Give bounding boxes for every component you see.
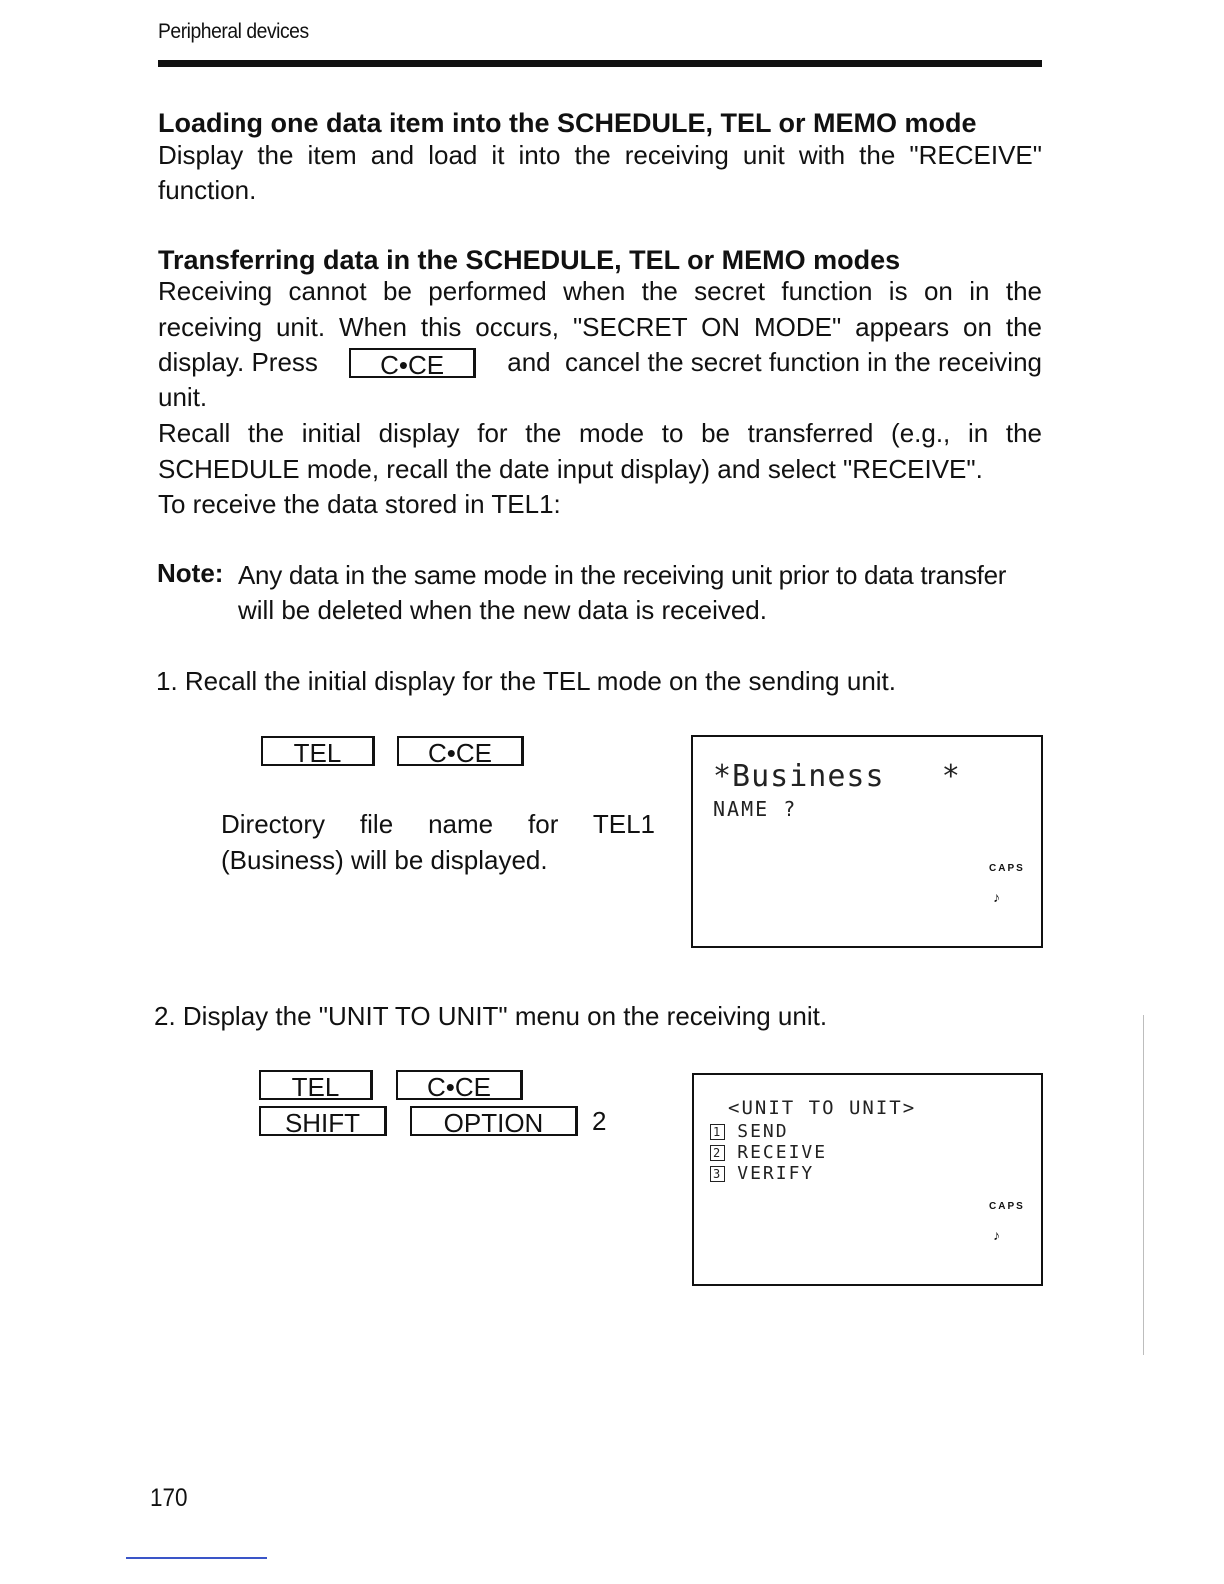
section1-line1: Display the item and load it into the receiving unit with the "RECEIVE" (158, 140, 1042, 170)
section2-line1: Receiving cannot be performed when the secret function is on in the (158, 276, 1042, 306)
caps-indicator: CAPS (989, 1201, 1025, 1212)
step2-text: 2. Display the "UNIT TO UNIT" menu on the receiving unit. (154, 1001, 828, 1031)
tel-key: TEL (261, 736, 375, 766)
scan-margin-line (1143, 1015, 1144, 1355)
tel-key: TEL (259, 1070, 373, 1100)
section2-line3-post: and cancel the secret function in the receiving (507, 347, 1042, 377)
note-label: Note: (157, 558, 224, 588)
lcd-display-step1 (691, 735, 1043, 948)
cce-key: C•CE (397, 736, 524, 766)
section2-heading: Transferring data in the SCHEDULE, TEL or MEMO modes (158, 245, 901, 275)
status-indicator-icon: ♪ (993, 1227, 1000, 1243)
section2-line6: SCHEDULE mode, recall the date input display) and select "RECEIVE". (158, 454, 983, 484)
lcd-menu-item-verify: 3 VERIFY (710, 1163, 827, 1184)
lcd-menu-title: <UNIT TO UNIT> (728, 1097, 917, 1119)
step1-desc-line2: (Business) will be displayed. (221, 845, 548, 875)
section1-heading: Loading one data item into the SCHEDULE, TEL or MEMO mode (158, 108, 977, 138)
footer-line (126, 1557, 267, 1559)
section1-line2: function. (158, 175, 257, 205)
status-indicator-icon: ♪ (993, 889, 1000, 905)
lcd-menu-item-send: 1 SEND (710, 1121, 827, 1142)
note-line1: Any data in the same mode in the receiving unit prior to data transfer (238, 560, 1007, 590)
lcd-menu-list (710, 1121, 827, 1184)
digit-key: 2 (592, 1106, 607, 1136)
step1-desc-line1: Directory file name for TEL1 (221, 809, 655, 839)
lcd-line1: *Business * (713, 759, 961, 794)
option-key: OPTION (410, 1106, 578, 1136)
section2-line7: To receive the data stored in TEL1: (158, 489, 561, 519)
section2-line3 (158, 345, 1042, 380)
note-line2: will be deleted when the new data is received. (238, 595, 767, 625)
cce-key: C•CE (396, 1070, 523, 1100)
section2-line3-pre: display. Press (158, 347, 318, 377)
step1-text: 1. Recall the initial display for the TEL mode on the sending unit. (156, 666, 896, 696)
cce-key: C•CE (349, 348, 476, 378)
running-header: Peripheral devices (158, 20, 309, 43)
lcd-line2: NAME ? (713, 797, 798, 821)
section2-line2: receiving unit. When this occurs, "SECRET ON MODE" appears on the (158, 312, 1042, 342)
lcd-display-step2 (692, 1073, 1043, 1286)
section2-line4: unit. (158, 382, 208, 412)
caps-indicator: CAPS (989, 863, 1025, 874)
page-number: 170 (150, 1484, 188, 1512)
shift-key: SHIFT (259, 1106, 387, 1136)
lcd-menu-item-receive: 2 RECEIVE (710, 1142, 827, 1163)
section2-line5: Recall the initial display for the mode to be transferred (e.g., in the (158, 418, 1042, 448)
header-rule (158, 60, 1042, 67)
